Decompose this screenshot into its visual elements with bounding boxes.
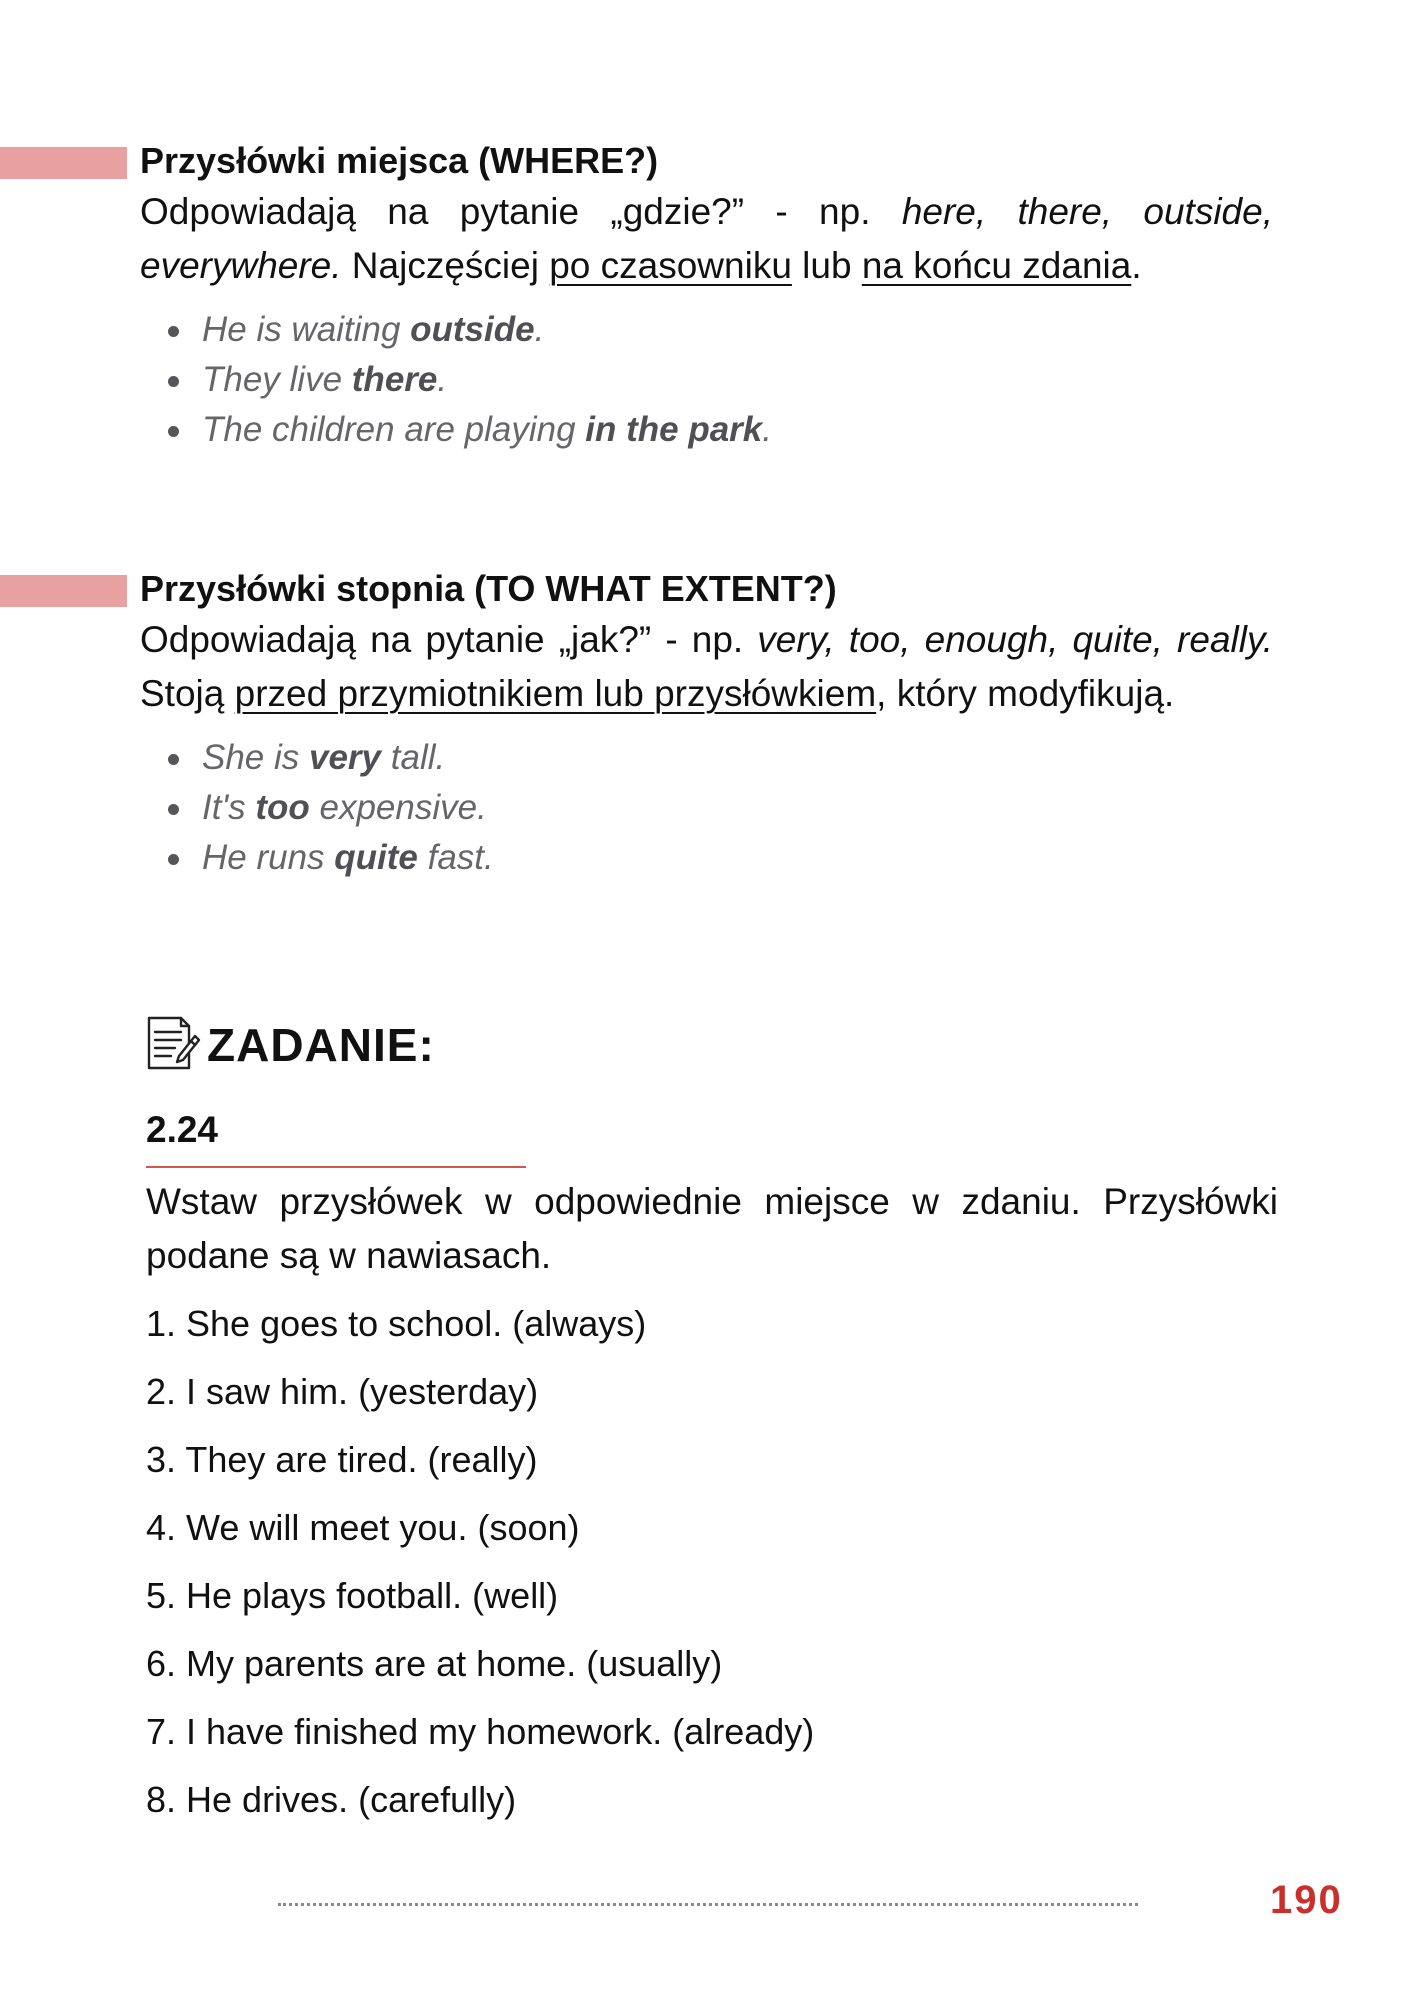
example-item: They live there. [164,355,1273,405]
task-instruction: Wstaw przysłówek w odpowiednie miejsce w zdaniu. Przysłówki podane są w nawiasach. [146,1181,1278,1276]
section-adverbs-of-place [140,137,1273,455]
example-item: She is very tall. [164,733,1273,783]
task-header [145,1015,435,1075]
task-item: 6. My parents are at home. (usually) [146,1643,723,1684]
task-item-list [146,1290,814,1834]
example-item: He is waiting outside. [164,305,1273,355]
footer-dotted-line [278,1903,1138,1906]
task-item: 8. He drives. (carefully) [146,1779,517,1820]
task-item: 7. I have finished my homework. (already) [146,1711,815,1752]
task-heading: ZADANIE: [207,1019,435,1071]
section-title: Przysłówki stopnia (TO WHAT EXTENT?) [140,568,837,609]
section-title: Przysłówki miejsca (WHERE?) [140,140,659,181]
example-item: The children are playing in the park. [164,405,1273,455]
example-list [140,305,1273,455]
example-item: He runs quite fast. [164,833,1273,883]
section-accent-bar [0,575,127,607]
task-divider [146,1166,526,1168]
section-adverbs-of-degree [140,565,1273,883]
example-list [140,733,1273,883]
task-item: 1. She goes to school. (always) [146,1303,647,1344]
task-item: 4. We will meet you. (soon) [146,1507,580,1548]
notepad-pencil-icon [145,1014,207,1077]
page-number: 190 [1270,1878,1343,1922]
example-item: It's too expensive. [164,783,1273,833]
task-number: 2.24 [146,1109,219,1150]
section-accent-bar [0,147,127,179]
task-item: 3. They are tired. (really) [146,1439,538,1480]
task-item: 5. He plays football. (well) [146,1575,559,1616]
task-item: 2. I saw him. (yesterday) [146,1371,539,1412]
section-description: Odpowiadają na pytanie „gdzie?” - np. here, there, outside, everywhere. Najczęściej po czasowniku lub na końcu zdania. [140,191,1273,286]
section-description: Odpowiadają na pytanie „jak?” - np. very, too, enough, quite, really. Stoją przed przymiotnikiem lub przysłówkiem, który modyfikują. [140,619,1274,714]
